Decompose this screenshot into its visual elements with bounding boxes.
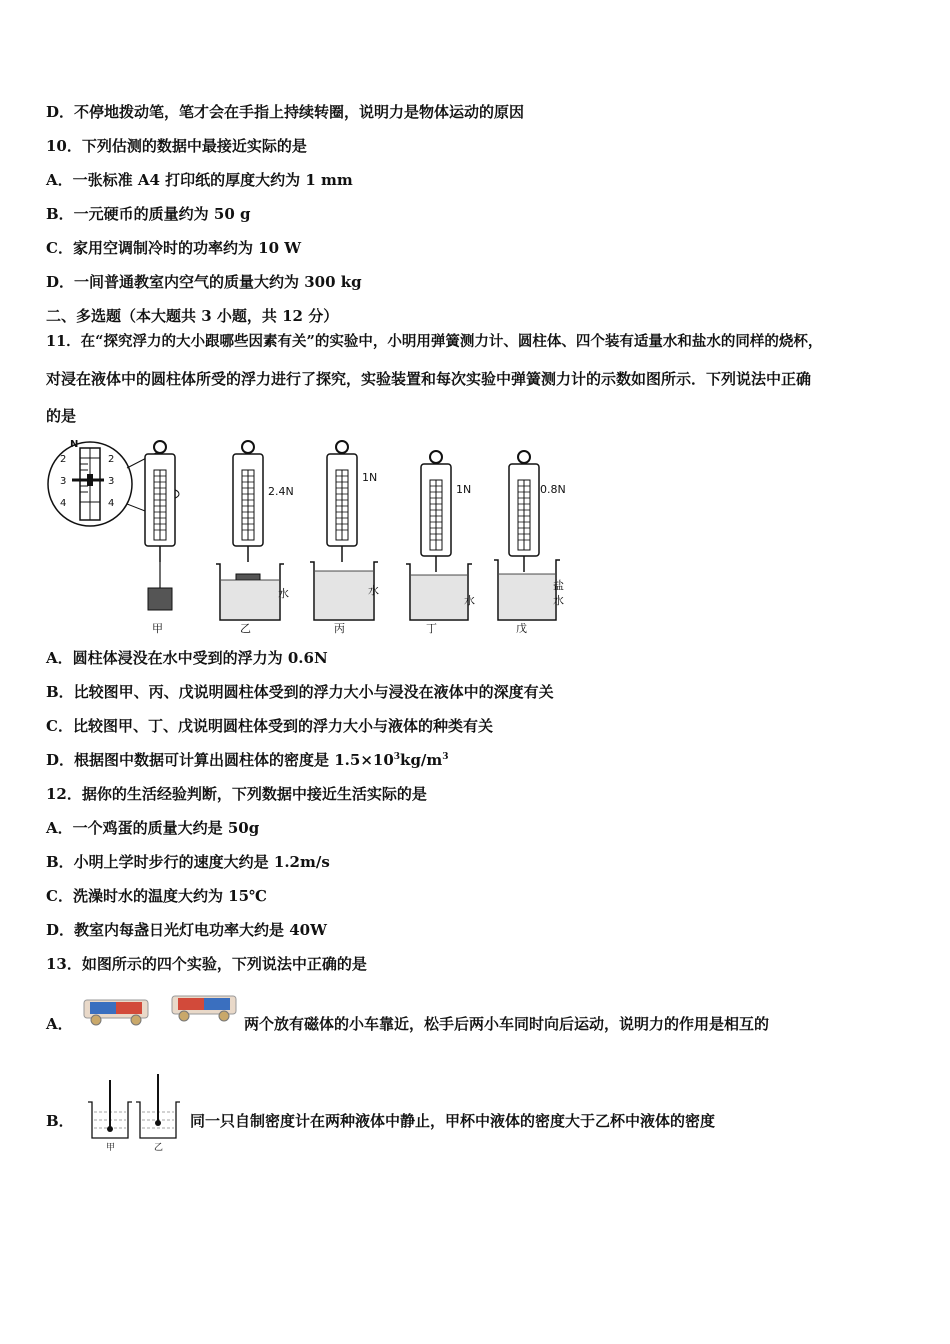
- q11d-unit: kg/m: [400, 751, 443, 769]
- zoom-tick-3-left: 3: [60, 476, 67, 487]
- q13-option-b-text: 同一只自制密度计在两种液体中静止，甲杯中液体的密度大于乙杯中液体的密度: [190, 1112, 716, 1130]
- zoom-tick-3-right: 3: [108, 476, 115, 487]
- liquid-label-bing: 水: [368, 584, 379, 597]
- caption-yi: 乙: [240, 622, 251, 635]
- caption-ding: 丁: [426, 622, 437, 635]
- scale-jia: [145, 441, 175, 610]
- q12-option-a: A．一个鸡蛋的质量大约是 50g: [46, 819, 260, 837]
- zoom-tick-4-left: 4: [60, 498, 67, 509]
- q10-option-c: C．家用空调制冷时的功率约为 10 W: [46, 239, 302, 257]
- caption-beaker-yi: 乙: [154, 1143, 164, 1153]
- q11-option-b: B．比较图甲、丙、戊说明圆柱体受到的浮力大小与浸没在液体中的深度有关: [46, 683, 554, 701]
- q12-option-c: C．洗澡时水的温度大约为 15℃: [46, 887, 268, 905]
- magnet-cars-figure: [82, 992, 242, 1032]
- q12-option-d: D．教室内每盏日光灯电功率大约是 40W: [46, 921, 327, 939]
- liquid-label-ding: 水: [464, 594, 475, 607]
- q11d-exp2: 3: [442, 752, 449, 762]
- q10-stem: 10．下列估测的数据中最接近实际的是: [46, 137, 307, 155]
- q11-stem-line1: 11．在“探究浮力的大小跟哪些因素有关”的实验中，小明用弹簧测力计、圆柱体、四个装有适量水和盐水的同样的烧杯，: [46, 333, 823, 350]
- caption-wu: 戊: [516, 622, 527, 635]
- liquid-label-wu-line2: 水: [553, 594, 564, 607]
- q11-option-d: [46, 750, 449, 770]
- zoom-tick-2-left: 2: [60, 454, 67, 465]
- q10-option-b: B．一元硬币的质量约为 50 g: [46, 205, 251, 223]
- zoom-tick-4-right: 4: [108, 498, 115, 509]
- q11-option-a: A．圆柱体浸没在水中受到的浮力为 0.6N: [46, 649, 328, 667]
- liquid-label-wu-line1: 盐: [553, 579, 564, 592]
- q11-stem-line2: 对浸在液体中的圆柱体所受的浮力进行了探究，实验装置和每次实验中弹簧测力计的示数如图所示．下列说法中正确: [46, 370, 812, 388]
- q9-option-d: D．不停地拨动笔，笔才会在手指上持续转圈，说明力是物体运动的原因: [46, 103, 525, 121]
- buoyancy-experiment-figure: [44, 434, 604, 640]
- q11-option-c: C．比较图甲、丁、戊说明圆柱体受到的浮力大小与液体的种类有关: [46, 717, 493, 735]
- hydrometer-figure: [86, 1072, 184, 1154]
- q10-option-d: D．一间普通教室内空气的质量大约为 300 kg: [46, 273, 362, 291]
- beaker-yi: [216, 564, 284, 620]
- q12-option-b: B．小明上学时步行的速度大约是 1.2m/s: [46, 853, 330, 871]
- zoom-tick-2-right: 2: [108, 454, 115, 465]
- section-heading: 二、多选题（本大题共 3 小题，共 12 分）: [46, 307, 339, 325]
- beaker-wu: [494, 560, 560, 620]
- caption-jia: 甲: [152, 622, 163, 635]
- caption-bing: 丙: [334, 622, 345, 635]
- reading-bing: 1N: [362, 471, 378, 484]
- beaker-ding: [406, 564, 472, 620]
- liquid-label-yi: 水: [278, 587, 289, 600]
- q11d-exp1: 3: [393, 752, 401, 762]
- q12-stem: 12．据你的生活经验判断，下列数据中接近生活实际的是: [46, 785, 427, 803]
- reading-ding: 1N: [456, 483, 472, 496]
- reading-wu: 0.8N: [540, 483, 566, 496]
- q11-stem-line3: 的是: [46, 407, 77, 425]
- q13-option-a-text: 两个放有磁体的小车靠近，松手后两小车同时向后运动，说明力的作用是相互的: [244, 1015, 770, 1033]
- q13-option-a-label: A．: [46, 1015, 73, 1033]
- q10-option-a: A．一张标准 A4 打印纸的厚度大约为 1 mm: [46, 171, 353, 189]
- scale-yi: [233, 441, 263, 596]
- q11d-text: D．根据图中数据可计算出圆柱体的密度是 1.5×10: [46, 751, 394, 769]
- q13-option-b-label: B．: [46, 1112, 74, 1130]
- caption-beaker-jia: 甲: [106, 1143, 116, 1153]
- reading-yi: 2.4N: [268, 485, 294, 498]
- zoom-n-label: N: [70, 439, 79, 450]
- q13-stem: 13．如图所示的四个实验，下列说法中正确的是: [46, 955, 367, 973]
